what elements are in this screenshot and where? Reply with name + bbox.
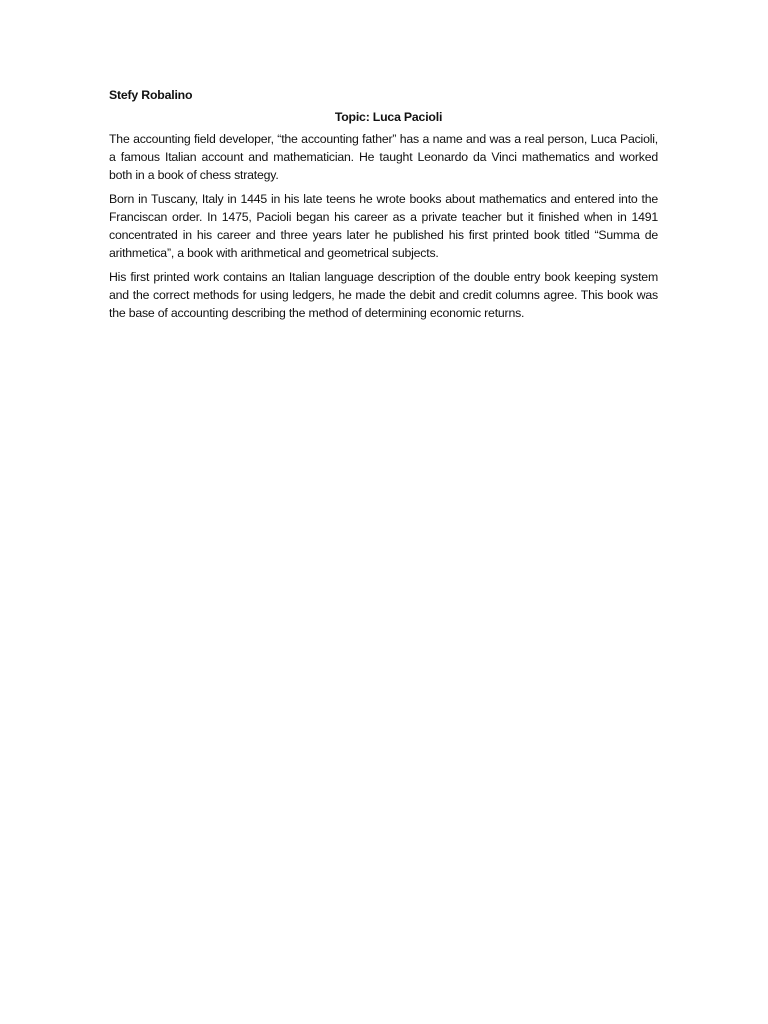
- paragraph-biography: Born in Tuscany, Italy in 1445 in his late teens he wrote books about mathematics and entered into the Franciscan order. In 1475, Pacioli began his career as a private teacher but it finished when in 1491 concentrated in his career and three years later he published his first printed book titled “Summa de arithmetica”, a book with arithmetical and geometrical subjects.: [109, 192, 658, 260]
- paragraph-intro: The accounting field developer, “the accounting father” has a name and was a real person, Luca Pacioli, a famous Italian account and mathematician. He taught Leonardo da Vinci mathematics and worked both in a book of chess strategy.: [109, 132, 658, 182]
- document-body: [109, 86, 658, 328]
- topic-heading: Topic: Luca Pacioli: [334, 110, 443, 124]
- paragraph-first-work: His first printed work contains an Italian language description of the double entry book keeping system and the correct methods for using ledgers, he made the debit and credit columns agree. This book was the base of accounting describing the method of determining economic returns.: [109, 270, 658, 320]
- author-name: Stefy Robalino: [109, 88, 193, 102]
